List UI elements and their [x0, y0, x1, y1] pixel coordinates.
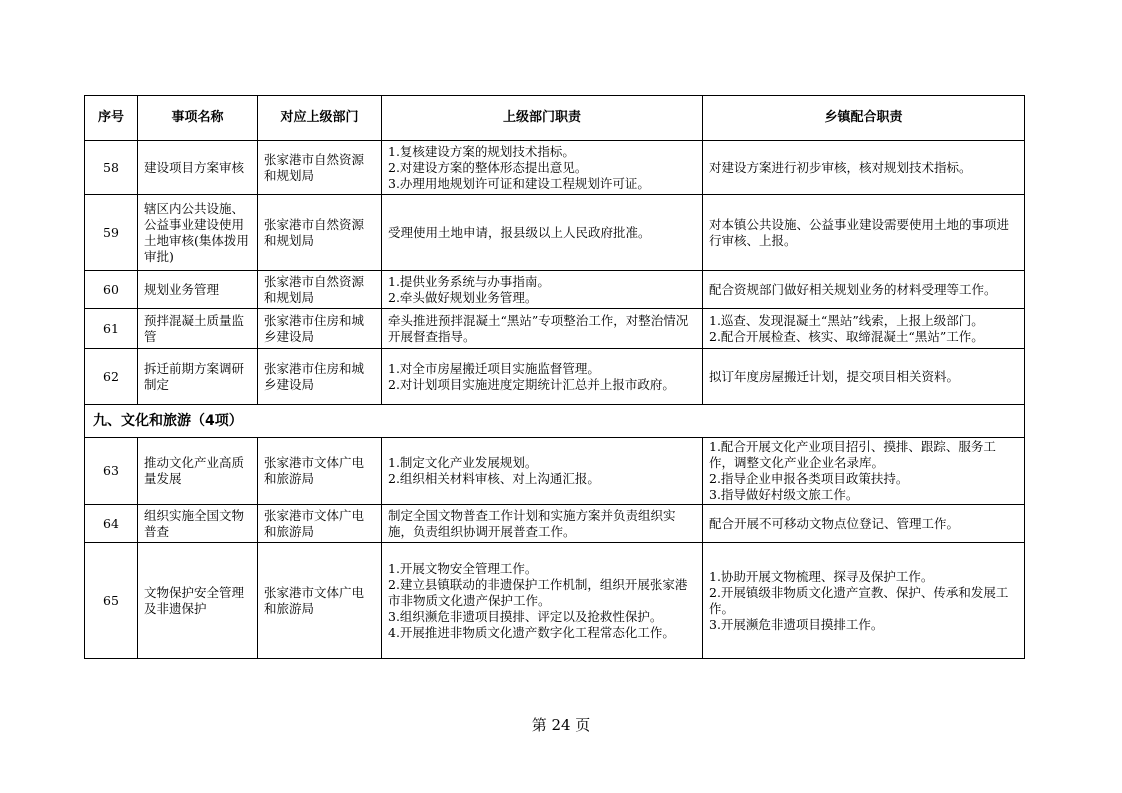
cell-town-duty	[703, 141, 1025, 195]
cell-town-duty	[703, 309, 1025, 349]
duty-line: 1.制定文化产业发展规划。	[388, 455, 538, 470]
cell-seq: 63	[85, 438, 138, 505]
header-town-duty: 乡镇配合职责	[703, 96, 1025, 141]
duty-line: 1.协助开展文物梳理、探寻及保护工作。	[709, 568, 934, 584]
cell-upper-dept: 张家港市文体广电和旅游局	[258, 505, 382, 543]
duty-line: 配合资规部门做好相关规划业务的材料受理等工作。	[709, 281, 997, 297]
duty-line: 3.指导做好村级文旅工作。	[709, 487, 859, 502]
cell-upper-dept: 张家港市文体广电和旅游局	[258, 543, 382, 659]
section-title: 九、文化和旅游（4项）	[85, 405, 1025, 438]
cell-upper-duty	[382, 309, 703, 349]
cell-seq: 59	[85, 195, 138, 271]
cell-upper-dept: 张家港市自然资源和规划局	[258, 141, 382, 195]
duty-line: 牵头推进预拌混凝土“黑站”专项整治工作，对整治情况开展督查指导。	[388, 312, 689, 344]
duty-line: 3.开展濒危非遗项目摸排工作。	[709, 616, 884, 632]
duty-line: 1.开展文物安全管理工作。	[388, 560, 538, 576]
table-row	[85, 438, 1025, 505]
duty-line: 1.提供业务系统与办事指南。	[388, 273, 550, 289]
duty-line: 对本镇公共设施、公益事业建设需要使用土地的事项进行审核、上报。	[709, 216, 1010, 248]
header-upper-dept: 对应上级部门	[258, 96, 382, 141]
table-body-part1	[85, 141, 1025, 405]
duty-line: 2.对建设方案的整体形态提出意见。	[388, 159, 588, 175]
cell-town-duty	[703, 543, 1025, 659]
duty-line: 2.指导企业申报各类项目政策扶持。	[709, 471, 909, 486]
page-number: 第 24 页	[531, 716, 591, 734]
table-header-row	[85, 96, 1025, 141]
section-row	[85, 405, 1025, 438]
duty-line: 2.对计划项目实施进度定期统计汇总并上报市政府。	[388, 376, 675, 392]
duty-line: 配合开展不可移动文物点位登记、管理工作。	[709, 515, 960, 531]
header-upper-duty: 上级部门职责	[382, 96, 703, 141]
duty-line: 对建设方案进行初步审核，核对规划技术指标。	[709, 159, 972, 175]
duty-line: 2.牵头做好规划业务管理。	[388, 289, 538, 305]
table-row	[85, 543, 1025, 659]
table-row	[85, 195, 1025, 271]
cell-upper-dept: 张家港市文体广电和旅游局	[258, 438, 382, 505]
cell-item-name: 辖区内公共设施、公益事业建设使用土地审核(集体拨用审批)	[138, 195, 258, 271]
cell-upper-duty	[382, 438, 703, 505]
cell-upper-duty	[382, 543, 703, 659]
cell-item-name: 推动文化产业高质量发展	[138, 438, 258, 505]
table-row	[85, 505, 1025, 543]
duty-line: 4.开展推进非物质文化遗产数字化工程常态化工作。	[388, 624, 675, 640]
duty-line: 2.开展镇级非物质文化遗产宣教、保护、传承和发展工作。	[709, 584, 1009, 616]
cell-upper-dept: 张家港市住房和城乡建设局	[258, 349, 382, 405]
header-item-name: 事项名称	[138, 96, 258, 141]
duty-line: 3.组织濒危非遗项目摸排、评定以及抢救性保护。	[388, 608, 663, 624]
cell-upper-duty	[382, 349, 703, 405]
cell-upper-dept: 张家港市自然资源和规划局	[258, 195, 382, 271]
cell-seq: 61	[85, 309, 138, 349]
table-body-part2	[85, 438, 1025, 659]
cell-seq: 58	[85, 141, 138, 195]
table-row	[85, 141, 1025, 195]
cell-upper-duty	[382, 195, 703, 271]
duty-line: 1.巡查、发现混凝土“黑站”线索，上报上级部门。	[709, 312, 984, 328]
cell-item-name: 组织实施全国文物普查	[138, 505, 258, 543]
cell-town-duty	[703, 438, 1025, 505]
cell-seq: 65	[85, 543, 138, 659]
cell-item-name: 规划业务管理	[138, 271, 258, 309]
cell-town-duty	[703, 505, 1025, 543]
cell-upper-duty	[382, 505, 703, 543]
cell-upper-duty	[382, 271, 703, 309]
table-row	[85, 271, 1025, 309]
cell-seq: 62	[85, 349, 138, 405]
duty-line: 1.复核建设方案的规划技术指标。	[388, 143, 575, 159]
cell-item-name: 文物保护安全管理及非遗保护	[138, 543, 258, 659]
duty-line: 拟订年度房屋搬迁计划，提交项目相关资料。	[709, 368, 960, 384]
duty-line: 受理使用土地申请，报县级以上人民政府批准。	[388, 224, 651, 240]
cell-town-duty	[703, 195, 1025, 271]
duty-line: 2.配合开展检查、核实、取缔混凝土“黑站”工作。	[709, 328, 984, 344]
cell-town-duty	[703, 349, 1025, 405]
header-seq: 序号	[85, 96, 138, 141]
duty-line: 2.组织相关材料审核、对上沟通汇报。	[388, 471, 600, 486]
duty-line: 1.对全市房屋搬迁项目实施监督管理。	[388, 360, 600, 376]
duty-table	[84, 95, 1025, 659]
cell-upper-duty	[382, 141, 703, 195]
table-row	[85, 309, 1025, 349]
duty-line: 制定全国文物普查工作计划和实施方案并负责组织实施，负责组织协调开展普查工作。	[388, 507, 676, 539]
cell-upper-dept: 张家港市住房和城乡建设局	[258, 309, 382, 349]
cell-upper-dept: 张家港市自然资源和规划局	[258, 271, 382, 309]
duty-line: 1.配合开展文化产业项目招引、摸排、跟踪、服务工作，调整文化产业企业名录库。	[709, 439, 996, 470]
table-row	[85, 349, 1025, 405]
duty-line: 2.建立县镇联动的非遗保护工作机制，组织开展张家港市非物质文化遗产保护工作。	[388, 576, 688, 608]
table-section	[85, 405, 1025, 438]
cell-town-duty	[703, 271, 1025, 309]
cell-item-name: 建设项目方案审核	[138, 141, 258, 195]
cell-item-name: 拆迁前期方案调研制定	[138, 349, 258, 405]
cell-item-name: 预拌混凝土质量监管	[138, 309, 258, 349]
cell-seq: 64	[85, 505, 138, 543]
duty-line: 3.办理用地规划许可证和建设工程规划许可证。	[388, 175, 650, 191]
cell-seq: 60	[85, 271, 138, 309]
